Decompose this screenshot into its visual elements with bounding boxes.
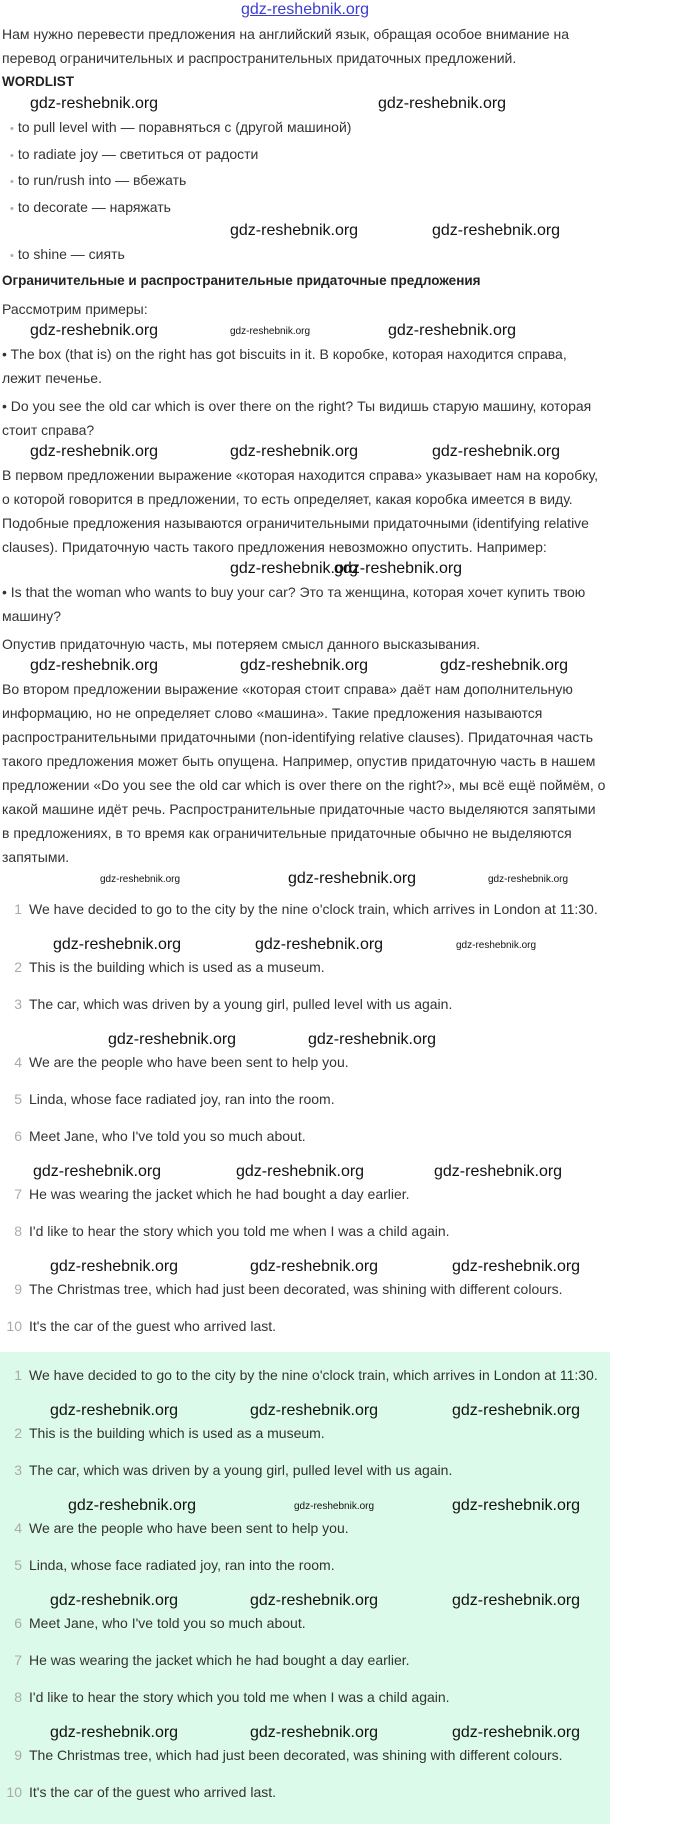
paragraph: Рассмотрим примеры: [2,300,148,317]
sentence-text: I'd like to hear the story which you told me when I was a child again. [29,1688,450,1705]
watermark-row [0,1162,610,1183]
watermark-row [0,1401,610,1422]
sentence-number: 9 [14,1280,22,1297]
sentence-number: 1 [14,1366,22,1383]
watermark-row [0,94,610,115]
sentence-item [0,1744,610,1766]
sentence-number: 3 [14,1461,22,1478]
watermark: gdz-reshebnik.org [50,1401,179,1419]
wordlist-item: • to decorate — наряжать [2,195,610,222]
watermark: gdz-reshebnik.org [230,222,359,239]
watermark: gdz-reshebnik.org [432,222,561,239]
sentence-number: 6 [14,1127,22,1144]
watermark: gdz-reshebnik.org [288,869,417,887]
watermark: gdz-reshebnik.org [432,442,561,460]
sentence-item [0,1125,610,1147]
sentence-text: He was wearing the jacket which he had bought a day earlier. [29,1185,410,1202]
watermark: gdz-reshebnik.org [250,1401,379,1419]
watermark: gdz-reshebnik.org [452,1591,581,1609]
sentence-text: The Christmas tree, which had just been decorated, was shining with different colours. [29,1280,563,1297]
sentence-item [0,1612,610,1634]
watermark: gdz-reshebnik.org [452,1723,581,1741]
sentence-item [0,1220,610,1242]
sentence-text: It's the car of the guest who arrived last. [29,1317,277,1334]
watermark-row [0,1030,610,1051]
watermark-row [0,656,610,677]
watermark: gdz-reshebnik.org [250,1723,379,1741]
sentence-number: 2 [14,1424,22,1441]
sentence-item [0,1088,610,1110]
watermark: gdz-reshebnik.org [388,321,517,339]
watermark: gdz-reshebnik.org [250,1257,379,1275]
watermark-row [0,869,610,890]
watermark-row [0,321,610,342]
sentence-text: This is the building which is used as a museum. [29,958,325,975]
sentence-text: I'd like to hear the story which you told me when I was a child again. [29,1222,450,1239]
site-link[interactable]: gdz-reshebnik.org [240,1,370,18]
sentence-number: 7 [14,1651,22,1668]
sentence-text: The Christmas tree, which had just been decorated, was shining with different colours. [29,1746,563,1763]
watermark-row [0,1723,610,1744]
sentence-text: Meet Jane, who I've told you so much about. [29,1614,306,1631]
paragraph: Опустив придаточную часть, мы потеряем смысл данного высказывания. [2,635,481,652]
header [0,0,610,22]
sentence-number: 5 [14,1556,22,1573]
watermark: gdz-reshebnik.org [100,873,181,885]
wordlist-continued [0,242,610,269]
answer-list [0,1356,610,1803]
watermark: gdz-reshebnik.org [30,95,159,112]
sentence-item [0,1315,610,1337]
sentence-item [0,1183,610,1205]
sentence-text: We are the people who have been sent to help you. [29,1519,349,1536]
watermark: gdz-reshebnik.org [53,935,182,953]
sentence-text: We have decided to go to the city by the nine o'clock train, which arrives in London at 11:30. [29,1366,598,1383]
sentence-text: The car, which was driven by a young girl, pulled level with us again. [29,1461,453,1478]
watermark-row [0,559,610,580]
wordlist-item: • to shine — сиять [2,242,610,269]
sentence-text: Linda, whose face radiated joy, ran into the room. [29,1090,335,1107]
intro-text: Нам нужно перевести предложения на английский язык, обращая особое внимание на перевод ограничительных и распространительных придаточных предложений. [2,26,570,66]
sentence-item [0,1517,610,1539]
watermark: gdz-reshebnik.org [452,1257,581,1275]
wordlist-item: • to radiate joy — светиться от радости [2,142,610,169]
watermark: gdz-reshebnik.org [440,656,569,674]
sentence-number: 6 [14,1614,22,1631]
sentence-item [0,1422,610,1444]
sentence-number: 8 [14,1688,22,1705]
watermark-row [0,1257,610,1278]
sentence-text: He was wearing the jacket which he had bought a day earlier. [29,1651,410,1668]
sentence-item [0,898,610,920]
watermark-row [0,1496,610,1517]
sentence-number: 1 [14,900,22,917]
sentence-item [0,1278,610,1300]
answer-box [0,1352,610,1824]
watermark: gdz-reshebnik.org [108,1030,237,1048]
example-paragraph: • Do you see the old car which is over there on the right? Ты видишь старую машину, которая стоит справа? [2,397,592,438]
watermark: gdz-reshebnik.org [456,939,537,951]
paragraph: В первом предложении выражение «которая находится справа» указывает нам на коробку, о которой говорится в предложении, то есть определяет, какая коробка имеется в виду. Подобные предложения называются ограничительными придаточными (identifying relative clauses). Придаточную часть такого предложения невозможно опустить. Например: [2,466,598,555]
watermark: gdz-reshebnik.org [30,321,159,339]
watermark: gdz-reshebnik.org [33,1162,162,1180]
watermark: gdz-reshebnik.org [68,1496,197,1514]
watermark: gdz-reshebnik.org [378,95,507,112]
sentence-item [0,956,610,978]
example-paragraph: • Is that the woman who wants to buy your car? Это та женщина, которая хочет купить твою машину? [2,583,586,624]
wordlist-heading: WORDLIST [2,74,74,89]
watermark: gdz-reshebnik.org [230,442,359,460]
watermark: gdz-reshebnik.org [240,656,369,674]
sentence-item [0,993,610,1015]
sentence-item [0,1686,610,1708]
watermark: gdz-reshebnik.org [230,325,311,337]
sentence-number: 2 [14,958,22,975]
watermark: gdz-reshebnik.org [50,1591,179,1609]
sentence-text: Linda, whose face radiated joy, ran into the room. [29,1556,335,1573]
watermark: gdz-reshebnik.org [255,935,384,953]
sentence-number: 7 [14,1185,22,1202]
sentence-item [0,1554,610,1576]
example-paragraph: • The box (that is) on the right has got biscuits in it. В коробке, которая находится справа, лежит печенье. [2,345,567,386]
sentence-item [0,1649,610,1671]
watermark-row [0,1591,610,1612]
sentence-text: Meet Jane, who I've told you so much about. [29,1127,306,1144]
wordlist [0,115,610,221]
sentence-number: 3 [14,995,22,1012]
sentence-text: It's the car of the guest who arrived last. [29,1783,277,1800]
section-heading: Ограничительные и распространительные придаточные предложения [2,272,481,288]
watermark: gdz-reshebnik.org [434,1162,563,1180]
watermark: gdz-reshebnik.org [50,1257,179,1275]
sentence-text: We have decided to go to the city by the nine o'clock train, which arrives in London at 11:30. [29,900,598,917]
watermark-row [0,442,610,463]
watermark: gdz-reshebnik.org [452,1496,581,1514]
watermark: gdz-reshebnik.org [230,559,359,577]
sentence-number: 5 [14,1090,22,1107]
sentence-number: 4 [14,1053,22,1070]
sentence-number: 10 [6,1317,22,1334]
watermark: gdz-reshebnik.org [308,1030,437,1048]
watermark: gdz-reshebnik.org [294,1500,375,1512]
sentence-item [0,1781,610,1803]
watermark: gdz-reshebnik.org [30,656,159,674]
sentence-text: We are the people who have been sent to help you. [29,1053,349,1070]
watermark: gdz-reshebnik.org [452,1401,581,1419]
sentence-item [0,1364,610,1386]
paragraph: Во втором предложении выражение «которая стоит справа» даёт нам дополнительную информацию, но не определяет слово «машина». Такие предложения называются распространительными придаточными (non-identifying relative clauses). Придаточная часть такого предложения может быть опущена. Например, опустив придаточную часть в нашем предложении «Do you see the old car which is over there on the right?», мы всё ещё поймём, о какой машине идёт речь. Распространительные придаточные часто выделяются запятыми в предложениях, в то время как ограничительные придаточные обычно не выделяются запятыми. [2,680,606,865]
sentence-item [0,1051,610,1073]
sentence-text: The car, which was driven by a young girl, pulled level with us again. [29,995,453,1012]
wordlist-item: • to pull level with — поравняться с (другой машиной) [2,115,610,142]
sentence-number: 9 [14,1746,22,1763]
watermark-row [0,935,610,956]
sentence-item [0,1459,610,1481]
sentence-number: 8 [14,1222,22,1239]
sentence-text: This is the building which is used as a museum. [29,1424,325,1441]
watermark: gdz-reshebnik.org [30,442,159,460]
watermark-row [0,221,610,242]
watermark: gdz-reshebnik.org [236,1162,365,1180]
sentence-number: 4 [14,1519,22,1536]
watermark: gdz-reshebnik.org [250,1591,379,1609]
watermark: gdz-reshebnik.org [334,559,463,577]
sentence-list [0,890,610,1337]
watermark: gdz-reshebnik.org [50,1723,179,1741]
wordlist-item: • to run/rush into — вбежать [2,168,610,195]
watermark: gdz-reshebnik.org [488,873,569,885]
sentence-number: 10 [6,1783,22,1800]
